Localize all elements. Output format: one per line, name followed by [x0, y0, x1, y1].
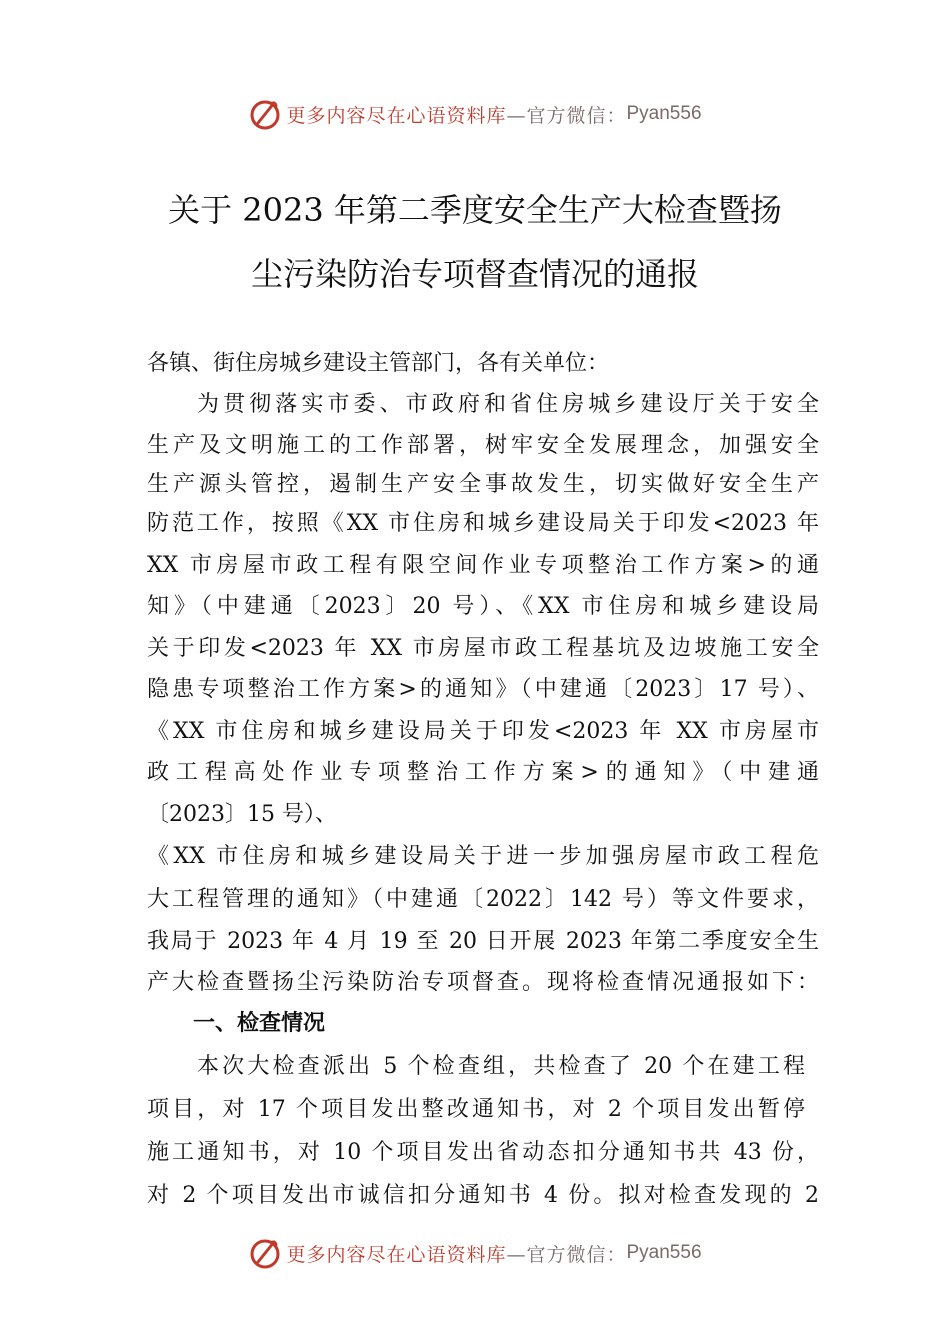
paragraph-line: 我局于 2023 年 4 月 19 至 20 日开展 2023 年第二季度安全生 — [147, 929, 819, 954]
paragraph-line: 施工通知书，对 10 个项目发出省动态扣分通知书共 43 份， — [147, 1140, 819, 1165]
paragraph-line: 生产源头管控，遏制生产安全事故发生，切实做好安全生产 — [147, 472, 819, 497]
paragraph-line: 《XX 市住房和城乡建设局关于印发<2023 年 XX 市房屋市 — [147, 719, 819, 744]
document-title — [100, 178, 850, 306]
paragraph-line: 隐患专项整治工作方案>的通知》（中建通〔2023〕17 号）、 — [147, 677, 819, 702]
paragraph-line: 大工程管理的通知》（中建通〔2022〕142 号）等文件要求， — [147, 887, 819, 912]
paragraph-line: 产大检查暨扬尘污染防治专项督查。现将检查情况通报如下： — [147, 970, 819, 995]
header-watermark-banner — [0, 94, 950, 134]
paragraph-line: 政工程高处作业专项整治工作方案>的通知》（中建通 — [147, 760, 819, 785]
paragraph-line: XX 市房屋市政工程有限空间作业专项整治工作方案>的通 — [147, 553, 819, 578]
paragraph-line: 生产及文明施工的工作部署，树牢安全发展理念，加强安全 — [147, 433, 819, 458]
paragraph-line: 关于印发<2023 年 XX 市房屋市政工程基坑及边坡施工安全 — [147, 636, 819, 661]
paragraph-line: 知》（中建通〔2023〕20 号）、《XX 市住房和城乡建设局 — [147, 594, 819, 619]
paragraph-line: 〔2023〕15 号）、 — [147, 802, 337, 827]
banner-wechat-id: Pyan556 — [626, 1242, 702, 1263]
banner-wechat-label: —官方微信： — [506, 104, 627, 127]
paragraph-line: 防范工作，按照《XX 市住房和城乡建设局关于印发<2023 年 — [147, 511, 819, 536]
paragraph-line: 《XX 市住房和城乡建设局关于进一步加强房屋市政工程危 — [147, 844, 819, 869]
paragraph-line: 为贯彻落实市委、市政府和省住房城乡建设厅关于安全 — [197, 392, 819, 417]
quill-seal-logo-icon — [248, 97, 282, 131]
banner-wechat-id: Pyan556 — [626, 103, 702, 124]
paragraph-line: 本次大检查派出 5 个检查组，共检查了 20 个在建工程 — [197, 1054, 805, 1079]
footer-watermark-banner — [0, 1233, 950, 1273]
paragraph-line: 对 2 个项目发出市诚信扣分通知书 4 份。拟对检查发现的 2 — [147, 1183, 819, 1208]
quill-seal-logo-icon — [248, 1236, 282, 1270]
document-title-line-1: 关于 2023 年第二季度安全生产大检查暨扬 — [168, 191, 782, 229]
banner-wechat-label: —官方微信： — [506, 1243, 627, 1266]
salutation: 各镇、街住房城乡建设主管部门，各有关单位： — [147, 351, 610, 376]
section-heading: 一、检查情况 — [193, 1011, 326, 1036]
document-title-line-2: 尘污染防治专项督查情况的通报 — [250, 255, 699, 293]
banner-library-name: 更多内容尽在心语资料库 — [286, 1243, 507, 1266]
paragraph-line: 项目，对 17 个项目发出整改通知书，对 2 个项目发出暂停 — [147, 1097, 805, 1122]
banner-library-name: 更多内容尽在心语资料库 — [286, 104, 507, 127]
